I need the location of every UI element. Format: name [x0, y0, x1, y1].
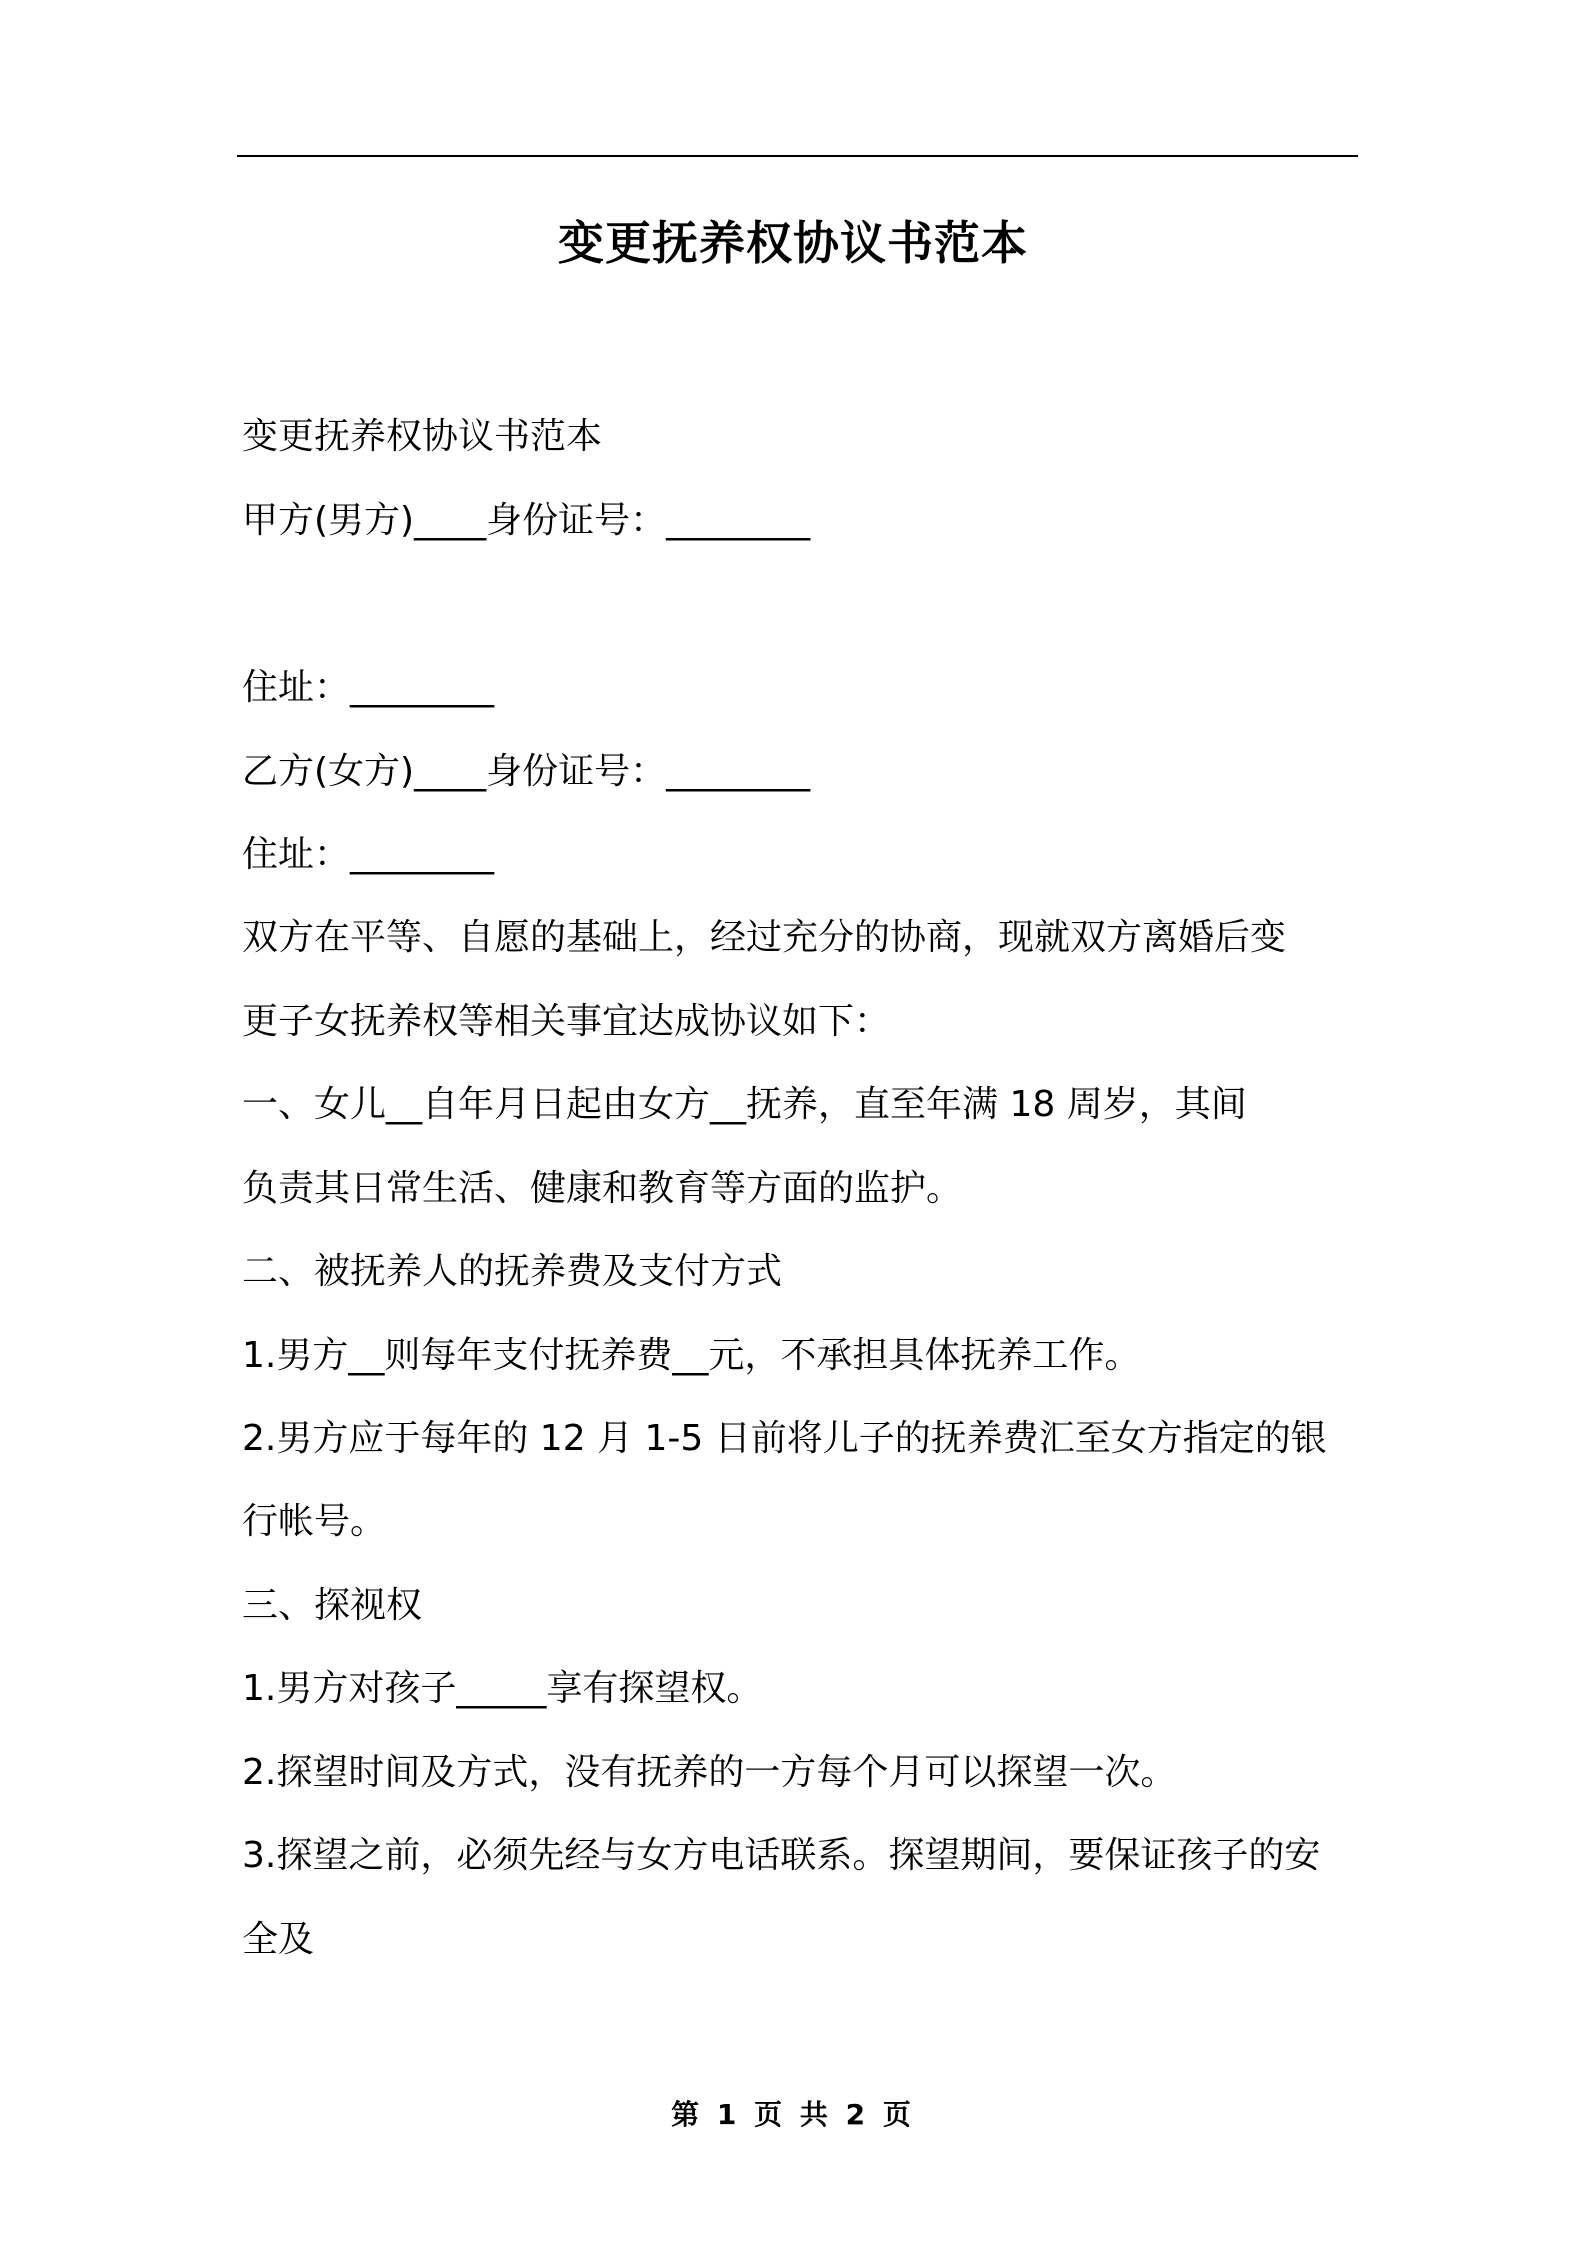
- body-line: 变更抚养权协议书范本: [242, 416, 603, 457]
- body-line: 更子女抚养权等相关事宜达成协议如下：: [242, 1001, 891, 1042]
- body-line: 2.男方应于每年的 12 月 1-5 日前将儿子的抚养费汇至女方指定的银: [242, 1418, 1327, 1459]
- body-line: 乙方(女方)____身份证号：________: [242, 751, 811, 792]
- body-line: 三、探视权: [242, 1585, 423, 1626]
- body-line: 全及: [242, 1919, 315, 1960]
- body-line: 住址：________: [242, 667, 495, 708]
- document-title: 变更抚养权协议书范本: [558, 216, 1028, 270]
- body-line: 一、女儿__自年月日起由女方__抚养，直至年满 18 周岁，其间: [242, 1084, 1247, 1125]
- body-line: 住址：________: [242, 834, 495, 875]
- body-line: 1.男方__则每年支付抚养费__元，不承担具体抚养工作。: [242, 1335, 1141, 1376]
- body-line: 行帐号。: [242, 1501, 387, 1542]
- page-footer: 第 1 页 共 2 页: [671, 2098, 915, 2131]
- body-line: 甲方(男方)____身份证号：________: [242, 500, 811, 541]
- body-line: 3.探望之前，必须先经与女方电话联系。探望期间，要保证孩子的安: [242, 1835, 1321, 1876]
- body-line: 二、被抚养人的抚养费及支付方式: [242, 1251, 783, 1292]
- body-line: 1.男方对孩子_____享有探望权。: [242, 1668, 763, 1709]
- header-rule: [237, 155, 1358, 157]
- body-line: 负责其日常生活、健康和教育等方面的监护。: [242, 1168, 963, 1209]
- body-line: 双方在平等、自愿的基础上，经过充分的协商，现就双方离婚后变: [242, 917, 1287, 958]
- body-line: 2.探望时间及方式，没有抚养的一方每个月可以探望一次。: [242, 1752, 1177, 1793]
